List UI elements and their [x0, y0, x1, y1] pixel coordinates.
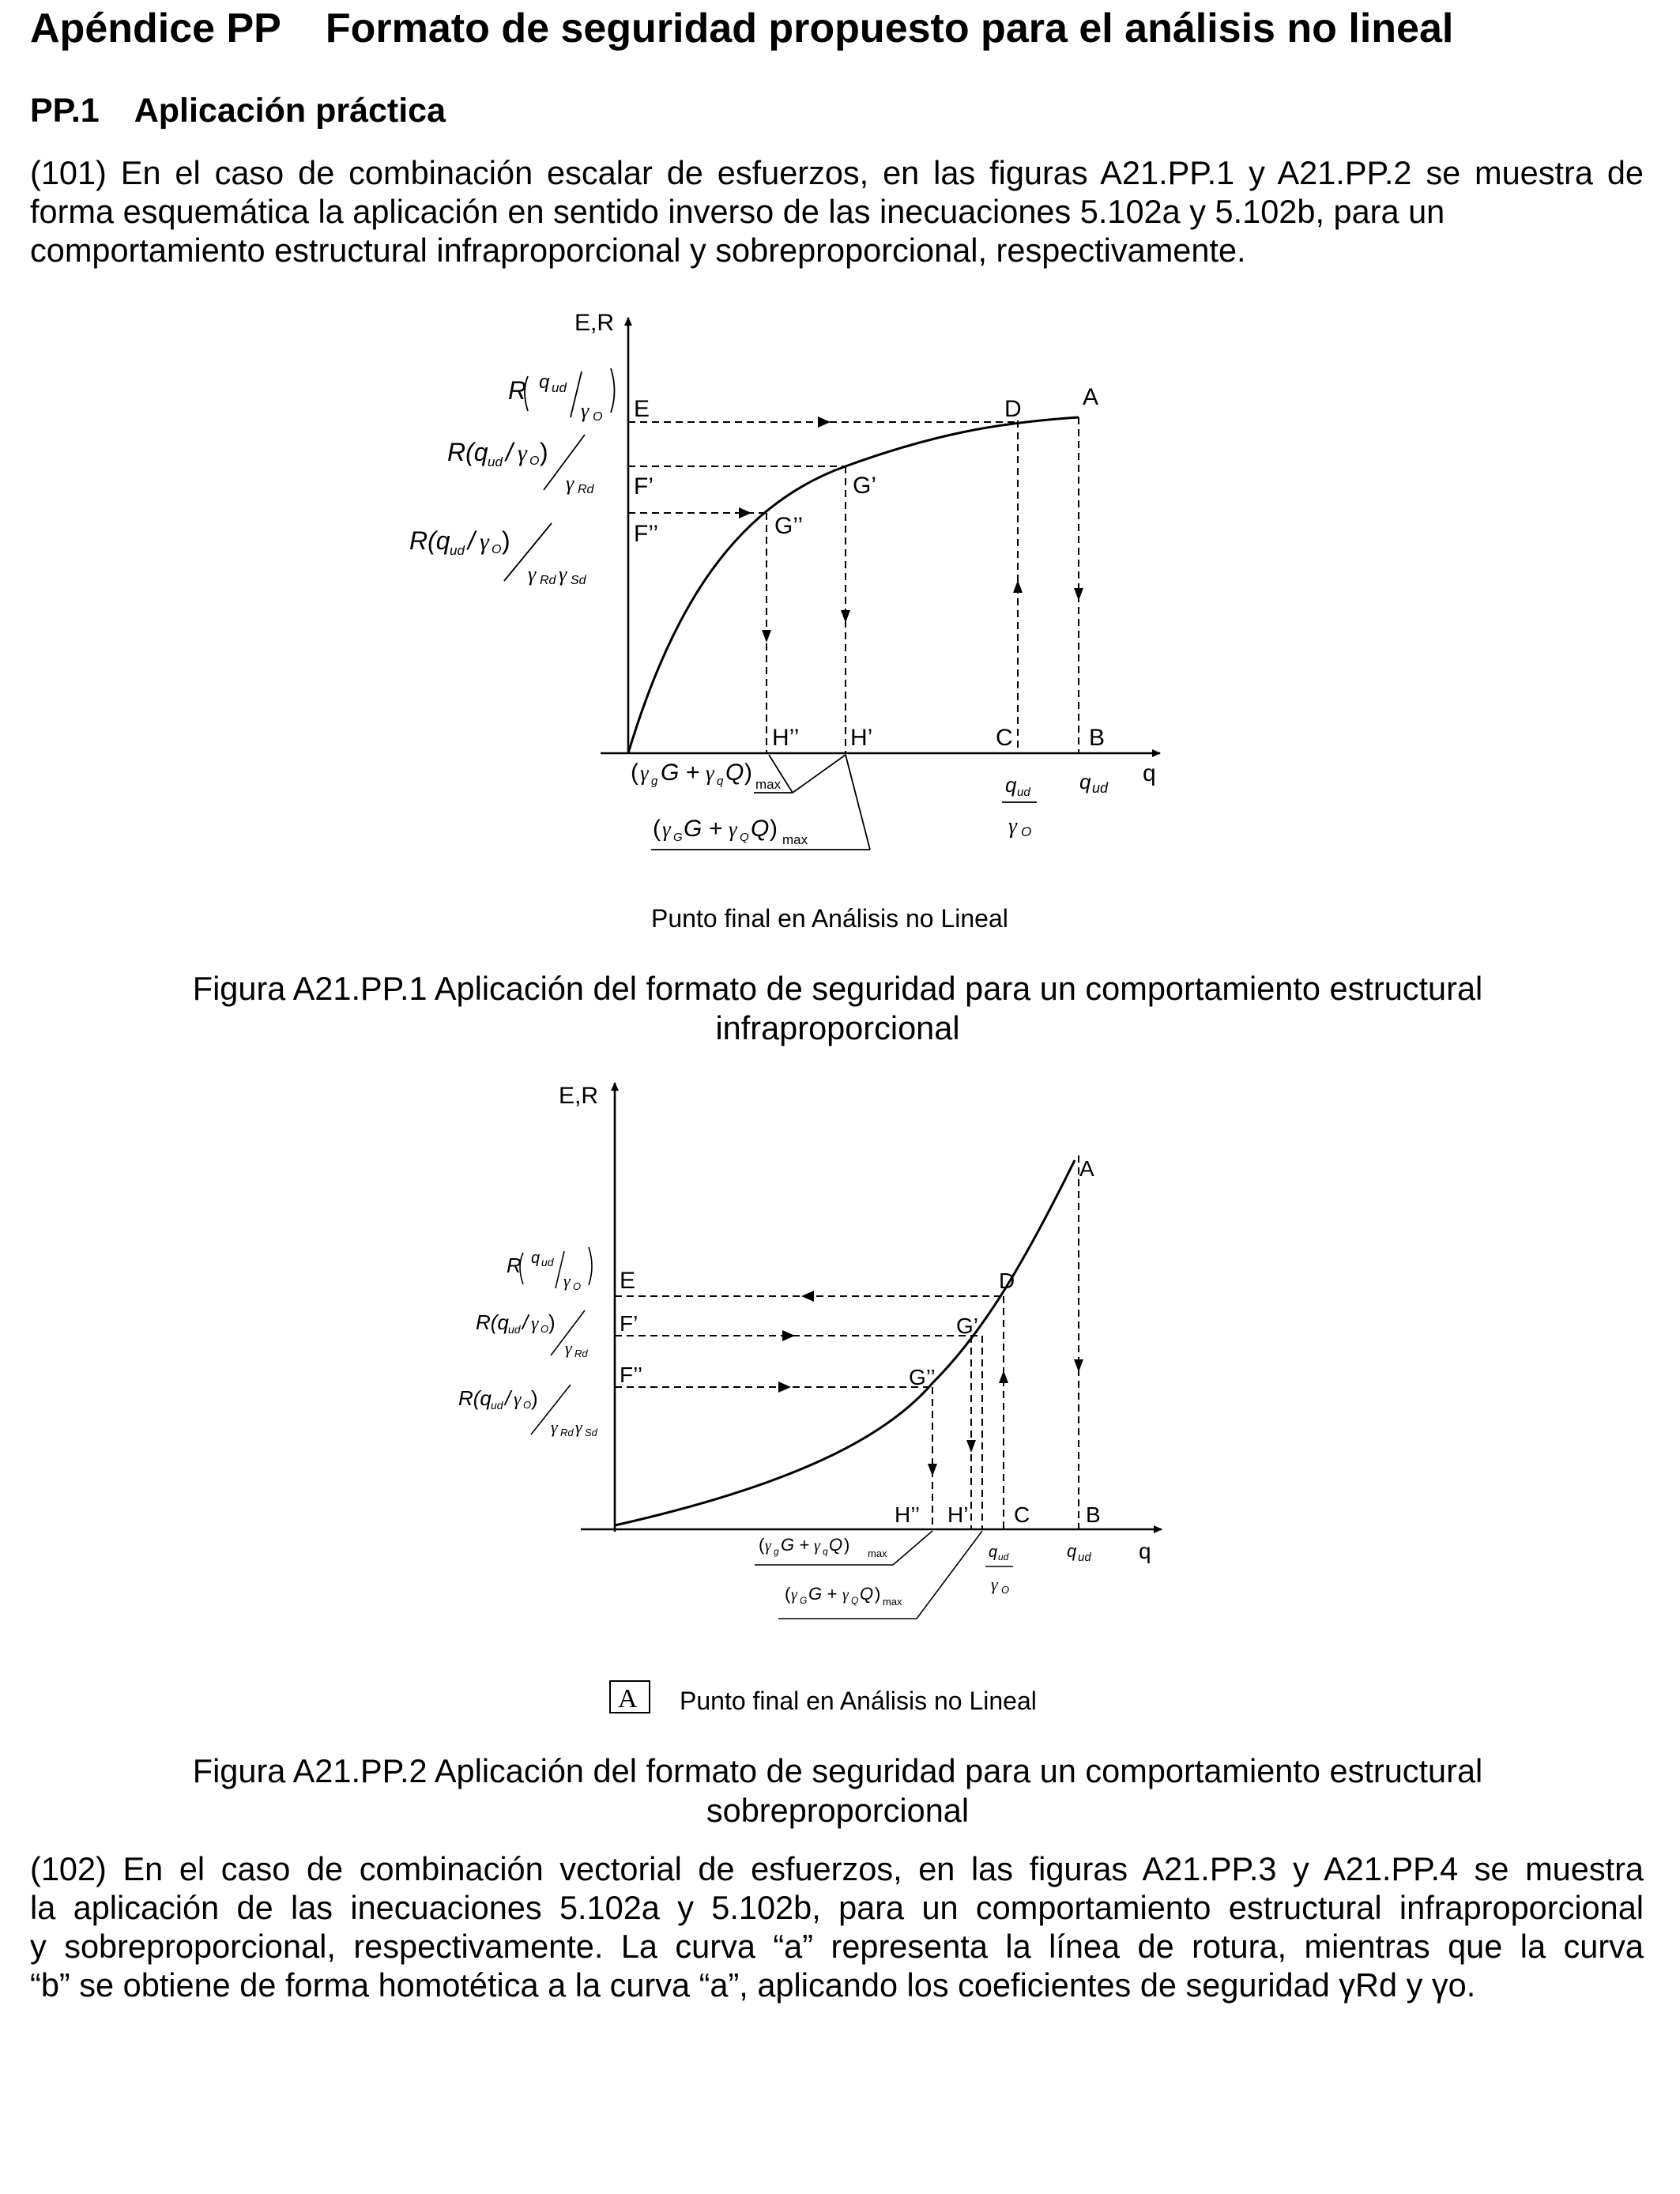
svg-text:γ: γ: [575, 1417, 582, 1437]
svg-text:O: O: [593, 410, 603, 424]
svg-text:ud: ud: [491, 1399, 503, 1412]
fig2-legend-text: Punto final en Análisis no Lineal: [680, 1687, 1037, 1715]
svg-text:γ: γ: [514, 1389, 522, 1410]
svg-text:G +: G +: [808, 1584, 838, 1604]
fig2-point-F1: F’: [620, 1311, 638, 1336]
svg-text:): ): [540, 438, 548, 466]
fig2-legend-marker: A: [618, 1684, 638, 1713]
svg-text:ud: ud: [541, 1256, 554, 1269]
svg-text:q: q: [717, 775, 724, 788]
svg-text:R: R: [508, 376, 527, 405]
svg-text:/: /: [505, 1386, 511, 1410]
svg-text:G +: G +: [781, 1535, 810, 1555]
svg-text:): ): [744, 760, 752, 786]
svg-text:max: max: [755, 777, 782, 792]
svg-text:γ: γ: [991, 1574, 998, 1594]
svg-text:): ): [770, 816, 778, 842]
svg-text:O: O: [1021, 824, 1032, 839]
svg-text:γ: γ: [791, 1586, 797, 1604]
svg-text:): ): [875, 1584, 881, 1604]
fig2-point-E: E: [620, 1268, 636, 1294]
svg-text:q: q: [1079, 770, 1091, 794]
svg-text:G: G: [800, 1595, 808, 1606]
fig2-axis-x-label: q: [1139, 1539, 1151, 1563]
svg-text:Q: Q: [829, 1535, 843, 1555]
svg-text:O: O: [541, 1323, 549, 1335]
svg-text:Rd: Rd: [574, 1348, 588, 1359]
svg-text:): ): [548, 1310, 556, 1334]
svg-text:γ: γ: [565, 1338, 572, 1358]
svg-text:γ: γ: [518, 440, 527, 466]
svg-text:(: (: [785, 1584, 791, 1604]
svg-text:Rd: Rd: [578, 483, 594, 496]
svg-text:q: q: [1005, 773, 1017, 797]
fig1-point-F2: F’’: [634, 521, 659, 547]
svg-text:ud: ud: [998, 1551, 1009, 1563]
svg-text:γ: γ: [551, 1417, 558, 1437]
fig1-point-G1: G’: [853, 473, 876, 499]
svg-text:): ): [531, 1386, 538, 1410]
svg-text:q: q: [531, 1250, 541, 1267]
svg-text:Q: Q: [725, 760, 744, 786]
svg-text:q: q: [1067, 1541, 1077, 1561]
fig1-point-G2: G’’: [774, 513, 804, 539]
svg-text:g: g: [651, 775, 658, 788]
fig2-point-B: B: [1086, 1502, 1101, 1527]
svg-text:γ: γ: [531, 1314, 539, 1334]
fig2-label-R-qud-go: [507, 1247, 592, 1292]
svg-text:γ: γ: [706, 761, 714, 785]
fig1-point-A: A: [1083, 384, 1099, 410]
svg-text:O: O: [523, 1399, 532, 1411]
svg-text:γ: γ: [581, 399, 590, 422]
fig2-point-A: A: [1079, 1156, 1094, 1181]
svg-text:Q: Q: [860, 1584, 874, 1604]
svg-text:γ: γ: [814, 1537, 820, 1555]
paragraph-101-last-line: comportamiento estructural infraproporcional y sobreproporcional, respectivamente.: [30, 232, 1246, 269]
svg-text:R(q: R(q: [409, 526, 450, 555]
svg-text:Sd: Sd: [571, 574, 586, 587]
svg-text:Q: Q: [740, 831, 749, 844]
figure-2-caption: [119, 1751, 1557, 1830]
fig2-label-R-qud-go-gRd-gSd: [458, 1385, 598, 1438]
fig2-point-H2: H’’: [895, 1502, 921, 1527]
svg-text:max: max: [883, 1596, 902, 1608]
figure-1-caption-line1: Figura A21.PP.1 Aplicación del formato de seguridad para un comportamiento estructural: [192, 970, 1483, 1007]
paragraph-102-line3: y sobreproporcional, respectivamente. La curva “a” representa la línea de rotura, mientras que la curva: [30, 1928, 1644, 1965]
svg-text:R: R: [507, 1253, 522, 1277]
fig2-curve: [615, 1160, 1075, 1525]
svg-text:ud: ud: [1017, 786, 1030, 799]
svg-text:q: q: [989, 1544, 998, 1561]
svg-text:O: O: [573, 1280, 582, 1292]
figure-2-caption-line2: sobreproporcional: [706, 1792, 970, 1829]
fig2-point-F2: F’’: [620, 1363, 643, 1387]
fig1-point-D: D: [1004, 396, 1022, 422]
svg-text:Sd: Sd: [585, 1427, 597, 1438]
fig1-point-B: B: [1089, 725, 1106, 751]
svg-text:G: G: [673, 831, 683, 844]
svg-text:ud: ud: [1092, 780, 1109, 796]
fig2-label-R-qud-go-gRd: [476, 1310, 588, 1359]
appendix-label: Apéndice PP: [30, 6, 281, 51]
svg-text:Rd: Rd: [560, 1427, 574, 1438]
fig2-label-qud: [1067, 1541, 1091, 1564]
fig1-axis-y-label: E,R: [574, 310, 615, 336]
svg-text:ud: ud: [1078, 1551, 1091, 1564]
svg-text:(: (: [653, 816, 661, 842]
fig1-point-F1: F’: [634, 473, 654, 499]
svg-text:γ: γ: [566, 472, 574, 495]
fig2-point-D: D: [999, 1269, 1015, 1293]
paragraph-102-line4: “b” se obtiene de forma homotética a la curva “a”, aplicando los coeficientes de seguridad γRd y γo.: [30, 1966, 1476, 2004]
svg-text:/: /: [468, 526, 475, 555]
fig1-point-H2: H’’: [772, 725, 800, 751]
svg-text:Q: Q: [751, 816, 770, 842]
svg-text:γ: γ: [1008, 814, 1018, 839]
svg-text:γ: γ: [765, 1537, 771, 1555]
fig2-point-G1: G’: [956, 1314, 978, 1338]
paragraph-102: [30, 1849, 1644, 2004]
svg-text:/: /: [506, 438, 513, 466]
section-number: PP.1: [30, 92, 100, 130]
svg-text:(: (: [759, 1535, 765, 1555]
appendix-title: Formato de seguridad propuesto para el análisis no lineal: [325, 6, 1454, 51]
svg-text:γ: γ: [528, 563, 537, 586]
svg-text:γ: γ: [640, 761, 649, 785]
svg-text:Rd: Rd: [540, 574, 556, 587]
section-title: Aplicación práctica: [134, 92, 446, 130]
svg-text:γ: γ: [563, 1271, 571, 1291]
svg-text:): ): [844, 1535, 850, 1555]
paragraph-102-line1: (102) En el caso de combinación vectorial de esfuerzos, en las figuras A21.PP.3 y A21.PP.4 se muestra: [30, 1850, 1644, 1887]
paragraph-102-line2: la aplicación de las inecuaciones 5.102a y 5.102b, para un comportamiento estructural infraproporcional: [30, 1889, 1644, 1926]
fig2-label-gG-gQ-max-small: [755, 1531, 932, 1565]
fig1-point-H1: H’: [850, 725, 873, 751]
svg-text:max: max: [868, 1547, 887, 1559]
fig2-point-H1: H’: [947, 1502, 969, 1527]
paragraph-101-text: (101) En el caso de combinación escalar de esfuerzos, en las figuras A21.PP.1 y A21.PP.2 se muestra de forma esquemática la aplicación en sentido inverso de las inecuaciones 5.102a y 5.102b, para un: [30, 154, 1644, 230]
figure-2-caption-line1: Figura A21.PP.2 Aplicación del formato de seguridad para un comportamiento estructural: [192, 1752, 1483, 1789]
fig2-label-qud-over-go: [985, 1544, 1013, 1596]
svg-text:ud: ud: [488, 454, 503, 469]
fig1-point-E: E: [634, 396, 650, 422]
svg-text:γ: γ: [662, 817, 671, 841]
svg-text:): ): [502, 526, 510, 555]
svg-text:γ: γ: [729, 817, 737, 841]
svg-text:γ: γ: [842, 1586, 849, 1604]
svg-text:G +: G +: [684, 816, 723, 842]
svg-text:R(q: R(q: [476, 1310, 509, 1334]
svg-text:/: /: [522, 1310, 529, 1334]
fig2-point-G2: G’’: [909, 1365, 936, 1389]
svg-text:Q: Q: [851, 1595, 859, 1606]
fig1-axis-x-label: q: [1143, 760, 1156, 786]
svg-text:O: O: [492, 543, 502, 556]
fig1-point-C: C: [996, 725, 1013, 751]
svg-text:q: q: [823, 1546, 828, 1557]
svg-text:ud: ud: [450, 543, 465, 558]
svg-text:O: O: [1001, 1584, 1010, 1596]
svg-text:ud: ud: [552, 380, 567, 395]
svg-text:max: max: [782, 832, 808, 847]
svg-text:γ: γ: [559, 563, 567, 586]
svg-text:γ: γ: [480, 529, 489, 555]
fig1-legend-text: Punto final en Análisis no Lineal: [651, 904, 1008, 933]
svg-text:q: q: [539, 371, 550, 393]
svg-text:R(q: R(q: [458, 1386, 492, 1410]
figure-1-caption-line2: infraproporcional: [715, 1009, 960, 1046]
svg-text:(: (: [631, 760, 638, 786]
svg-text:G +: G +: [661, 760, 700, 786]
svg-text:g: g: [774, 1546, 779, 1557]
svg-text:O: O: [529, 454, 540, 468]
svg-text:ud: ud: [508, 1323, 521, 1336]
fig2-axis-y-label: E,R: [559, 1083, 599, 1109]
fig2-point-C: C: [1014, 1502, 1030, 1527]
svg-text:R(q: R(q: [447, 438, 488, 466]
